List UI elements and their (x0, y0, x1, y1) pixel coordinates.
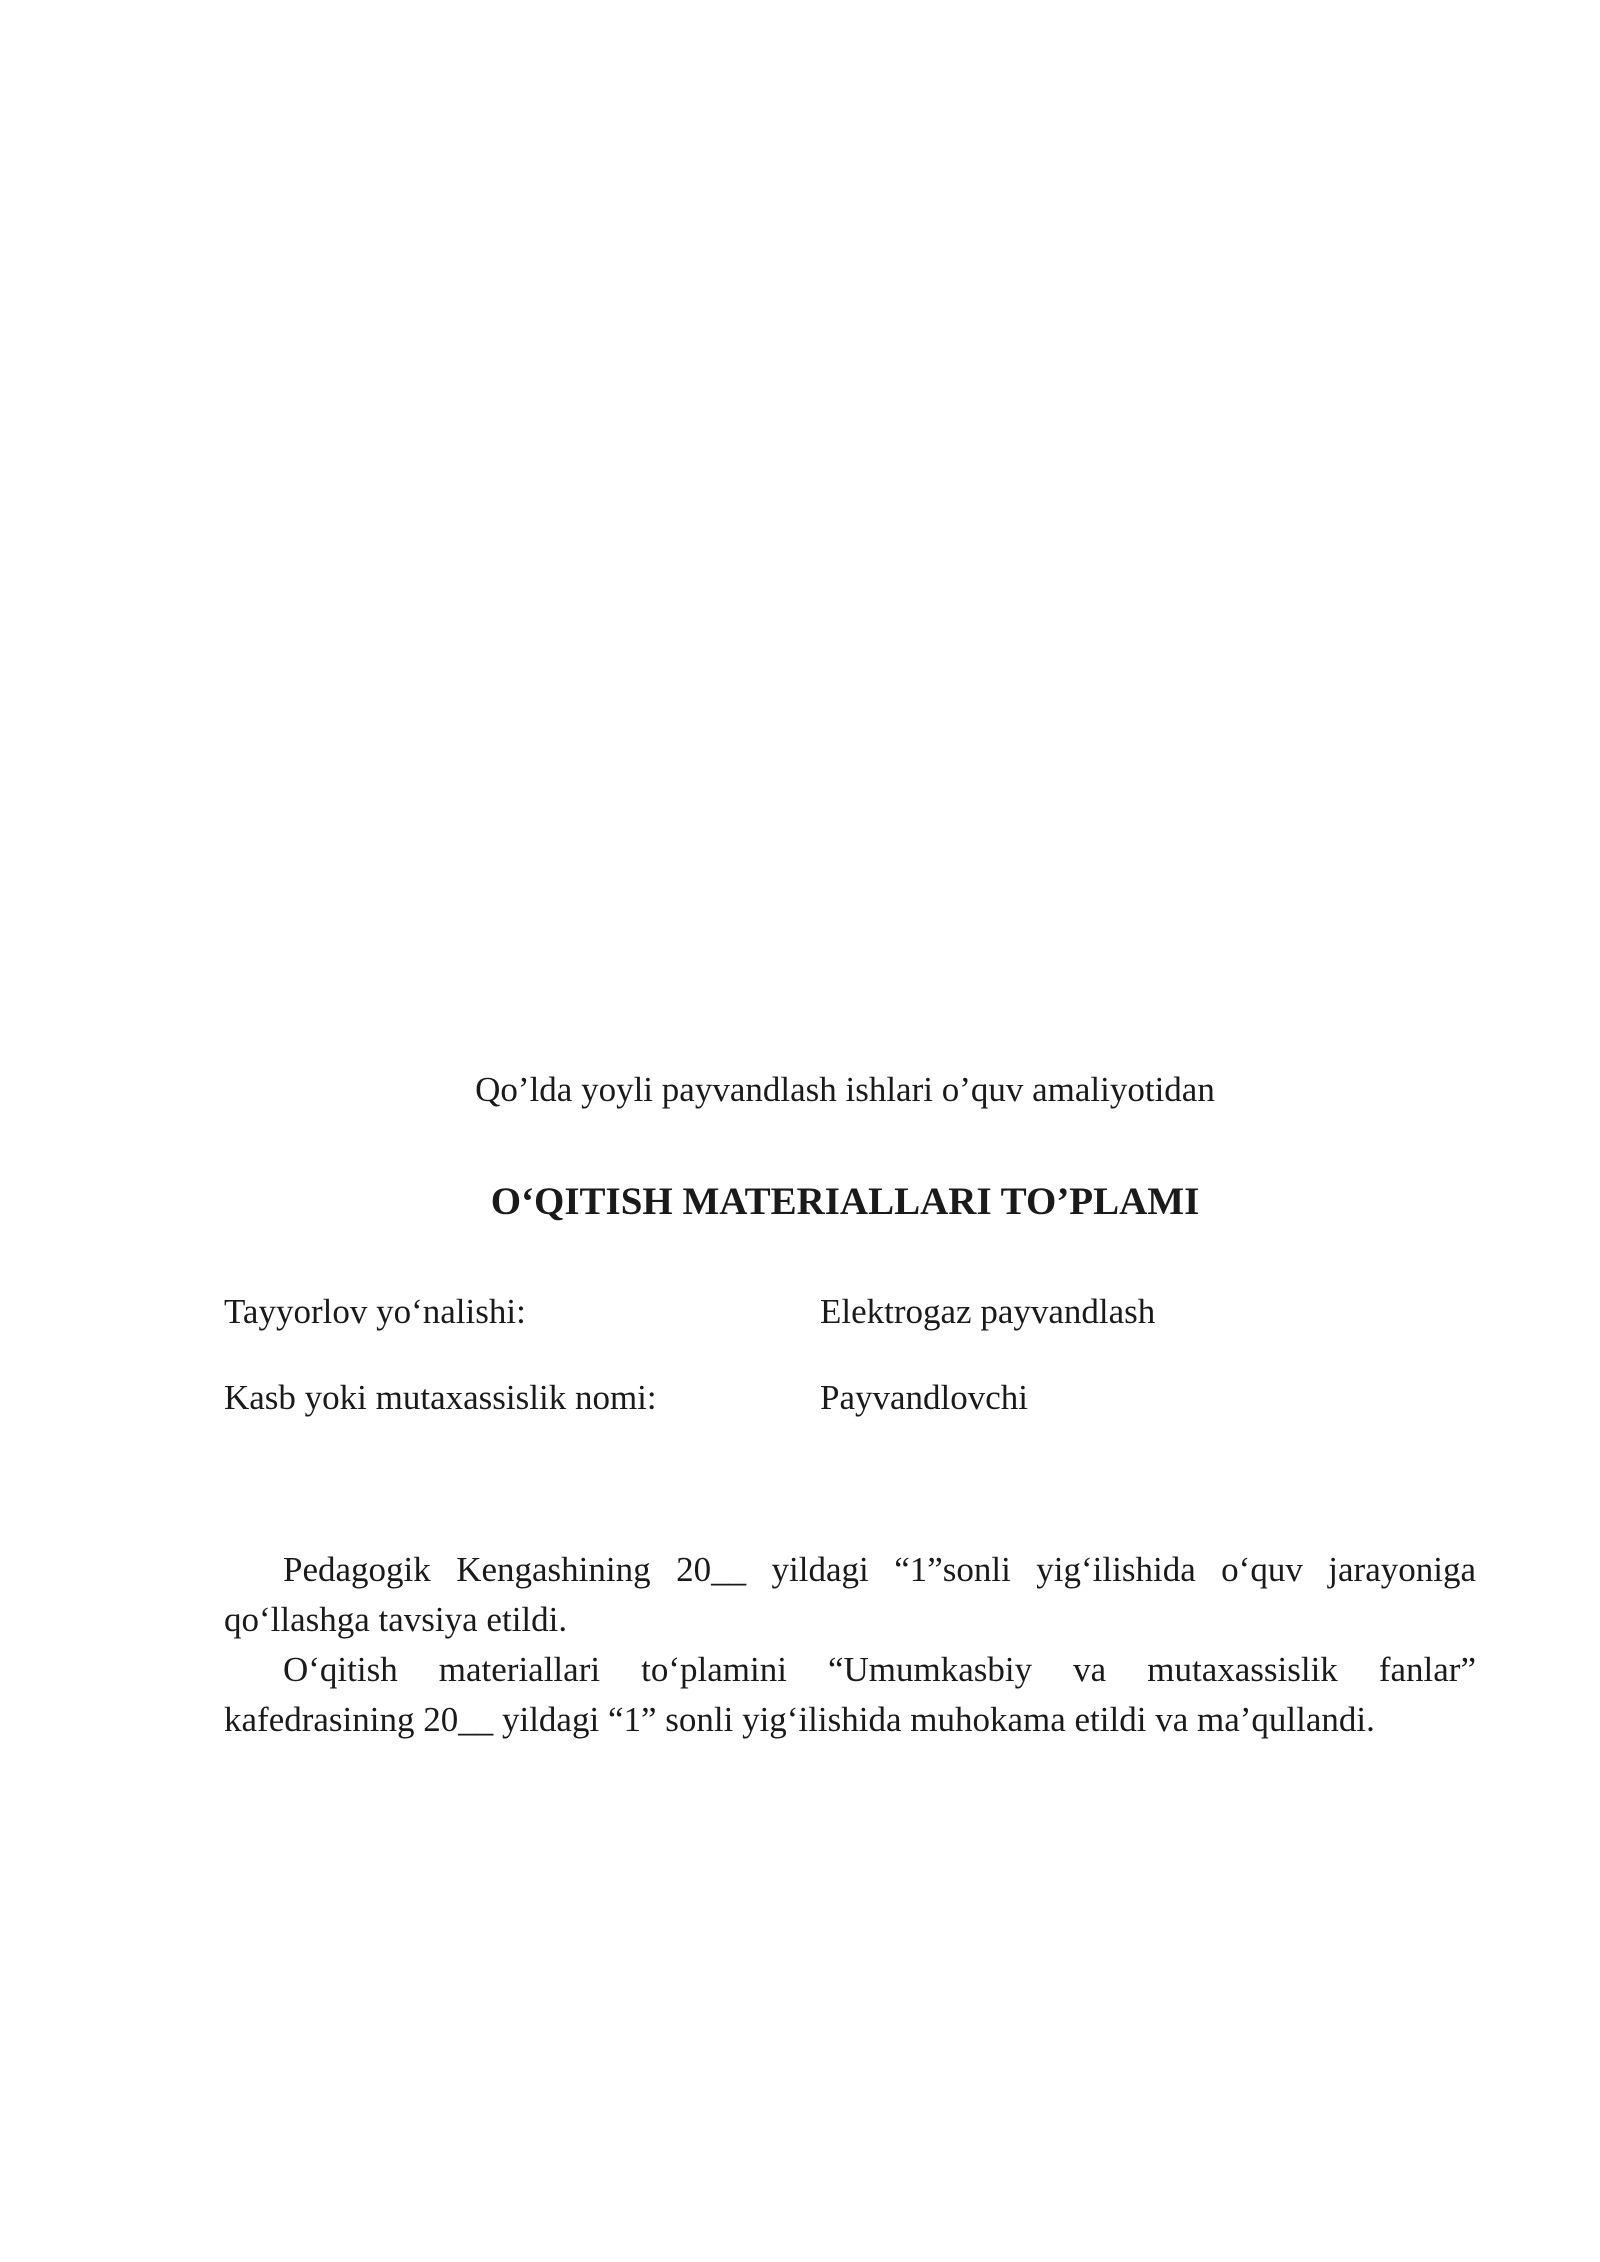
profession-name-label: Kasb yoki mutaxassislik nomi: (224, 1378, 657, 1417)
training-direction-value: Elektrogaz payvandlash (820, 1292, 1156, 1331)
paragraph-department-approval-text: O‘qitish materiallari to‘plamini “Umumkasbiy va mutaxassislik fanlar” kafedrasining 20__ yildagi “1” sonli yig‘ilishida muhokama etildi va ma’qullandi. (224, 1650, 1476, 1739)
info-row-profession-name (224, 1376, 1474, 1420)
document-title: O‘QITISH MATERIALLARI TO’PLAMI (490, 1180, 1200, 1223)
training-direction-label: Tayyorlov yo‘nalishi: (224, 1292, 526, 1331)
document-subtitle: Qo’lda yoyli payvandlash ishlari o’quv amaliyotidan (475, 1070, 1215, 1109)
paragraph-pedagogical-council-text: Pedagogik Kengashining 20__ yildagi “1”sonli yig‘ilishida o‘quv jarayoniga qo‘llashga tavsiya etildi. (224, 1550, 1476, 1639)
profession-name-value: Payvandlovchi (820, 1378, 1029, 1417)
paragraph-pedagogical-council (224, 1545, 1476, 1645)
paragraph-department-approval (224, 1645, 1476, 1745)
info-row-training-direction (224, 1290, 1474, 1334)
